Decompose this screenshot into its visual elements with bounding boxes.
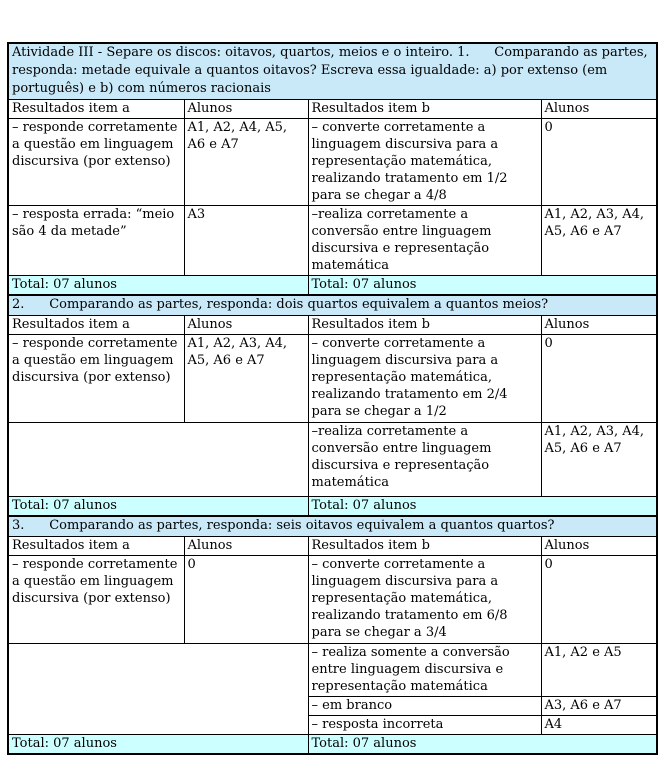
section2-column-header-row [8, 316, 657, 335]
result-a-cell: – resposta errada: “meio são 4 da metade” [8, 206, 184, 276]
table-row [8, 423, 657, 497]
alunos-b-cell: 0 [541, 556, 657, 644]
alunos-b-cell: A3, A6 e A7 [541, 697, 657, 716]
result-b-cell: –realiza corretamente a conversão entre linguagem discursiva e representação matemática [308, 423, 541, 497]
alunos-b-cell: A1, A2 e A5 [541, 644, 657, 697]
table-row [8, 644, 657, 697]
alunos-b-cell: 0 [541, 119, 657, 206]
result-b-cell: – converte corretamente a linguagem discursiva para a representação matemática, realizando tratamento em 6/8 para se chegar a 3/4 [308, 556, 541, 644]
alunos-b-cell: A1, A2, A3, A4, A5, A6 e A7 [541, 206, 657, 276]
section2-title: 2. Comparando as partes, responda: dois quartos equivalem a quantos meios? [8, 295, 657, 316]
total-b-cell: Total: 07 alunos [308, 276, 657, 296]
col-header-result-a: Resultados item a [8, 537, 184, 556]
result-b-cell: – resposta incorreta [308, 716, 541, 735]
total-a-cell: Total: 07 alunos [8, 735, 308, 755]
section3-title: 3. Comparando as partes, responda: seis oitavos equivalem a quantos quartos? [8, 516, 657, 537]
alunos-a-cell: A1, A2, A4, A5, A6 e A7 [184, 119, 308, 206]
total-a-cell: Total: 07 alunos [8, 276, 308, 296]
result-b-cell: – em branco [308, 697, 541, 716]
section1-column-header-row [8, 100, 657, 119]
total-b-cell: Total: 07 alunos [308, 497, 657, 517]
section2-title-row [8, 295, 657, 316]
result-b-cell: – converte corretamente a linguagem discursiva para a representação matemática, realizando tratamento em 2/4 para se chegar a 1/2 [308, 335, 541, 423]
section1-title: Atividade III - Separe os discos: oitavos, quartos, meios e o inteiro. 1. Comparando as partes, responda: metade equivale a quantos oitavos? Escreva essa igualdade: a) por extenso (em português) e b) com números racionais [8, 43, 657, 100]
col-header-alunos-b: Alunos [541, 100, 657, 119]
alunos-b-cell: A1, A2, A3, A4, A5, A6 e A7 [541, 423, 657, 497]
section2-total-row [8, 497, 657, 517]
table-row [8, 556, 657, 644]
result-a-cell: – responde corretamente a questão em linguagem discursiva (por extenso) [8, 335, 184, 423]
result-a-empty-cell [8, 423, 308, 497]
section3-column-header-row [8, 537, 657, 556]
col-header-result-b: Resultados item b [308, 537, 541, 556]
section3-total-row [8, 735, 657, 755]
alunos-b-cell: 0 [541, 335, 657, 423]
col-header-alunos-a: Alunos [184, 100, 308, 119]
result-b-cell: –realiza corretamente a conversão entre linguagem discursiva e representação matemática [308, 206, 541, 276]
col-header-result-a: Resultados item a [8, 100, 184, 119]
col-header-alunos-b: Alunos [541, 537, 657, 556]
section1-title-row [8, 43, 657, 100]
result-b-cell: – realiza somente a conversão entre linguagem discursiva e representação matemática [308, 644, 541, 697]
col-header-result-b: Resultados item b [308, 316, 541, 335]
result-a-cell: – responde corretamente a questão em linguagem discursiva (por extenso) [8, 556, 184, 644]
table-row [8, 119, 657, 206]
alunos-a-cell: 0 [184, 556, 308, 644]
col-header-alunos-a: Alunos [184, 316, 308, 335]
section1-total-row [8, 276, 657, 296]
table-row [8, 335, 657, 423]
col-header-result-b: Resultados item b [308, 100, 541, 119]
results-table-container [7, 42, 658, 755]
result-b-cell: – converte corretamente a linguagem discursiva para a representação matemática, realizando tratamento em 1/2 para se chegar a 4/8 [308, 119, 541, 206]
col-header-alunos-a: Alunos [184, 537, 308, 556]
total-b-cell: Total: 07 alunos [308, 735, 657, 755]
alunos-b-cell: A4 [541, 716, 657, 735]
result-a-cell: – responde corretamente a questão em linguagem discursiva (por extenso) [8, 119, 184, 206]
alunos-a-cell: A3 [184, 206, 308, 276]
col-header-result-a: Resultados item a [8, 316, 184, 335]
table-row [8, 206, 657, 276]
activity-results-table [7, 42, 658, 755]
col-header-alunos-b: Alunos [541, 316, 657, 335]
total-a-cell: Total: 07 alunos [8, 497, 308, 517]
alunos-a-cell: A1, A2, A3, A4, A5, A6 e A7 [184, 335, 308, 423]
section3-title-row [8, 516, 657, 537]
result-a-empty-cell [8, 644, 308, 735]
